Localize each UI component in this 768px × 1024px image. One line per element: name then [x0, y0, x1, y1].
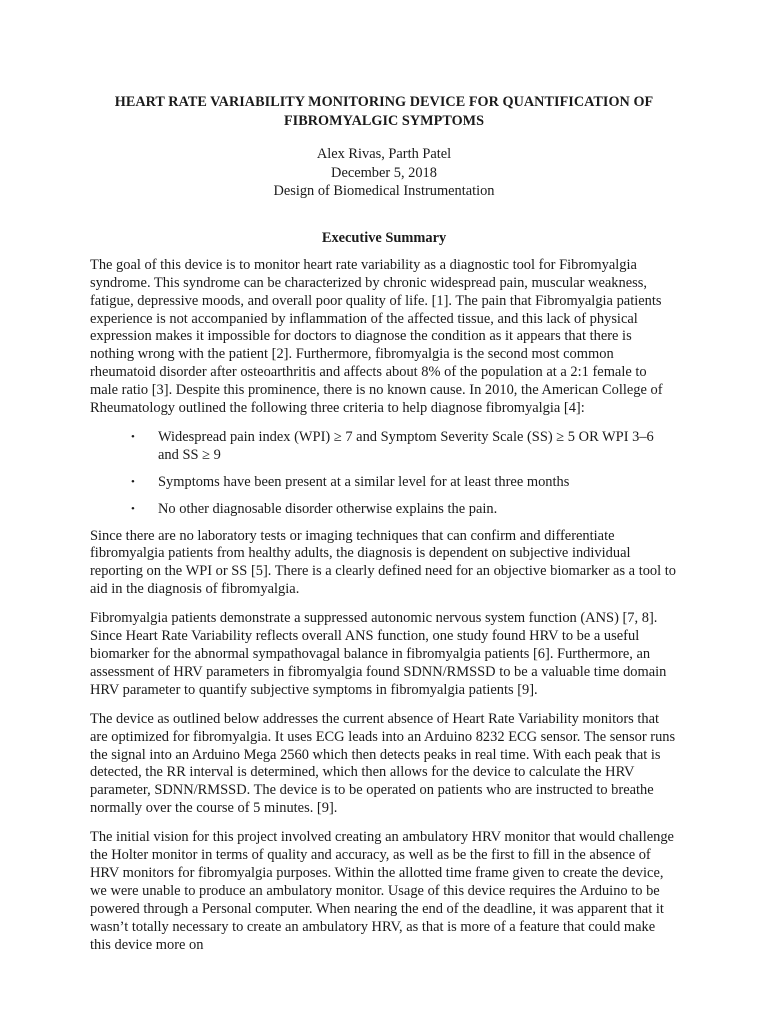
criteria-list	[90, 429, 678, 519]
criteria-text: Symptoms have been present at a similar level for at least three months	[158, 473, 570, 490]
criteria-item	[90, 429, 678, 465]
course-name: Design of Biomedical Instrumentation	[273, 183, 495, 200]
paragraph-diagnosis-need: Since there are no laboratory tests or imaging techniques that can confirm and differentiate fibromyalgia patients from healthy adults, the diagnosis is dependent on subjective individual reporting on the WPI or SS [5]. There is a clearly defined need for an objective biomarker as a tool to aid in the diagnosis of fibromyalgia.	[90, 527, 677, 598]
publication-date: December 5, 2018	[331, 164, 437, 181]
paragraph-ans-hrv: Fibromyalgia patients demonstrate a suppressed autonomic nervous system function (ANS) [7, 8]. Since Heart Rate Variability reflects overall ANS function, one study found HRV to be a useful biomarker for the abnormal sympathovagal balance in fibromyalgia patients [6]. Furthermore, an assessment of HRV parameters in fibromyalgia found SDNN/RMSSD to be a valuable time domain HRV parameter to quantify subjective symptoms in fibromyalgia patients [9].	[90, 610, 667, 698]
author-names: Alex Rivas, Parth Patel	[316, 146, 452, 162]
criteria-text: Widespread pain index (WPI) ≥ 7 and Symptom Severity Scale (SS) ≥ 5 OR WPI 3–6 and SS ≥ 9	[158, 428, 654, 463]
criteria-item	[90, 501, 678, 519]
paragraph-device-outline: The device as outlined below addresses the current absence of Heart Rate Variability monitors that are optimized for fibromyalgia. It uses ECG leads into an Arduino 8232 ECG sensor. The sensor runs the signal into an Arduino Mega 2560 which then detects peaks in real time. With each peak that is detected, the RR interval is determined, which then allows for the device to calculate the HRV parameter, SDNN/RMSSD. The device is to be operated on patients who are instructed to breathe normally over the course of 5 minutes. [9].	[90, 710, 676, 817]
paragraph-intro: The goal of this device is to monitor heart rate variability as a diagnostic tool for Fibromyalgia syndrome. This syndrome can be characterized by chronic widespread pain, muscular weakness, fatigue, depressive moods, and overall poor quality of life. [1]. The pain that Fibromyalgia patients experience is not accompanied by inflammation of the affected tissue, and this lack of physical expression makes it impossible for doctors to diagnose the condition as it appears that there is nothing wrong with the patient [2]. Furthermore, fibromyalgia is the second most common rheumatoid disorder after osteoarthritis and affects about 8% of the population at a 2:1 female to male ratio [3]. Despite this prominence, there is no known cause. In 2010, the American College of Rheumatology outlined the following three criteria to help diagnose fibromyalgia [4]:	[90, 256, 663, 417]
bullet-icon: •	[131, 430, 135, 443]
section-heading-executive-summary: Executive Summary	[321, 229, 447, 246]
bullet-icon: •	[131, 475, 135, 488]
criteria-text: No other diagnosable disorder otherwise explains the pain.	[158, 500, 498, 517]
paragraph-initial-vision: The initial vision for this project involved creating an ambulatory HRV monitor that would challenge the Holter monitor in terms of quality and accuracy, as well as be the first to fill in the absence of HRV monitors for fibromyalgia purposes. Within the allotted time frame given to create the device, we were unable to produce an ambulatory monitor. Usage of this device requires the Arduino to be powered through a Personal computer. When nearing the end of the deadline, it was apparent that it wasn’t totally necessary to create an ambulatory HRV, as that is more of a feature that could make this device more on	[90, 829, 674, 953]
paper-title: HEART RATE VARIABILITY MONITORING DEVICE FOR QUANTIFICATION OF FIBROMYALGIC SYMPTOMS	[114, 94, 654, 129]
criteria-item	[90, 474, 678, 492]
bullet-icon: •	[131, 502, 135, 515]
